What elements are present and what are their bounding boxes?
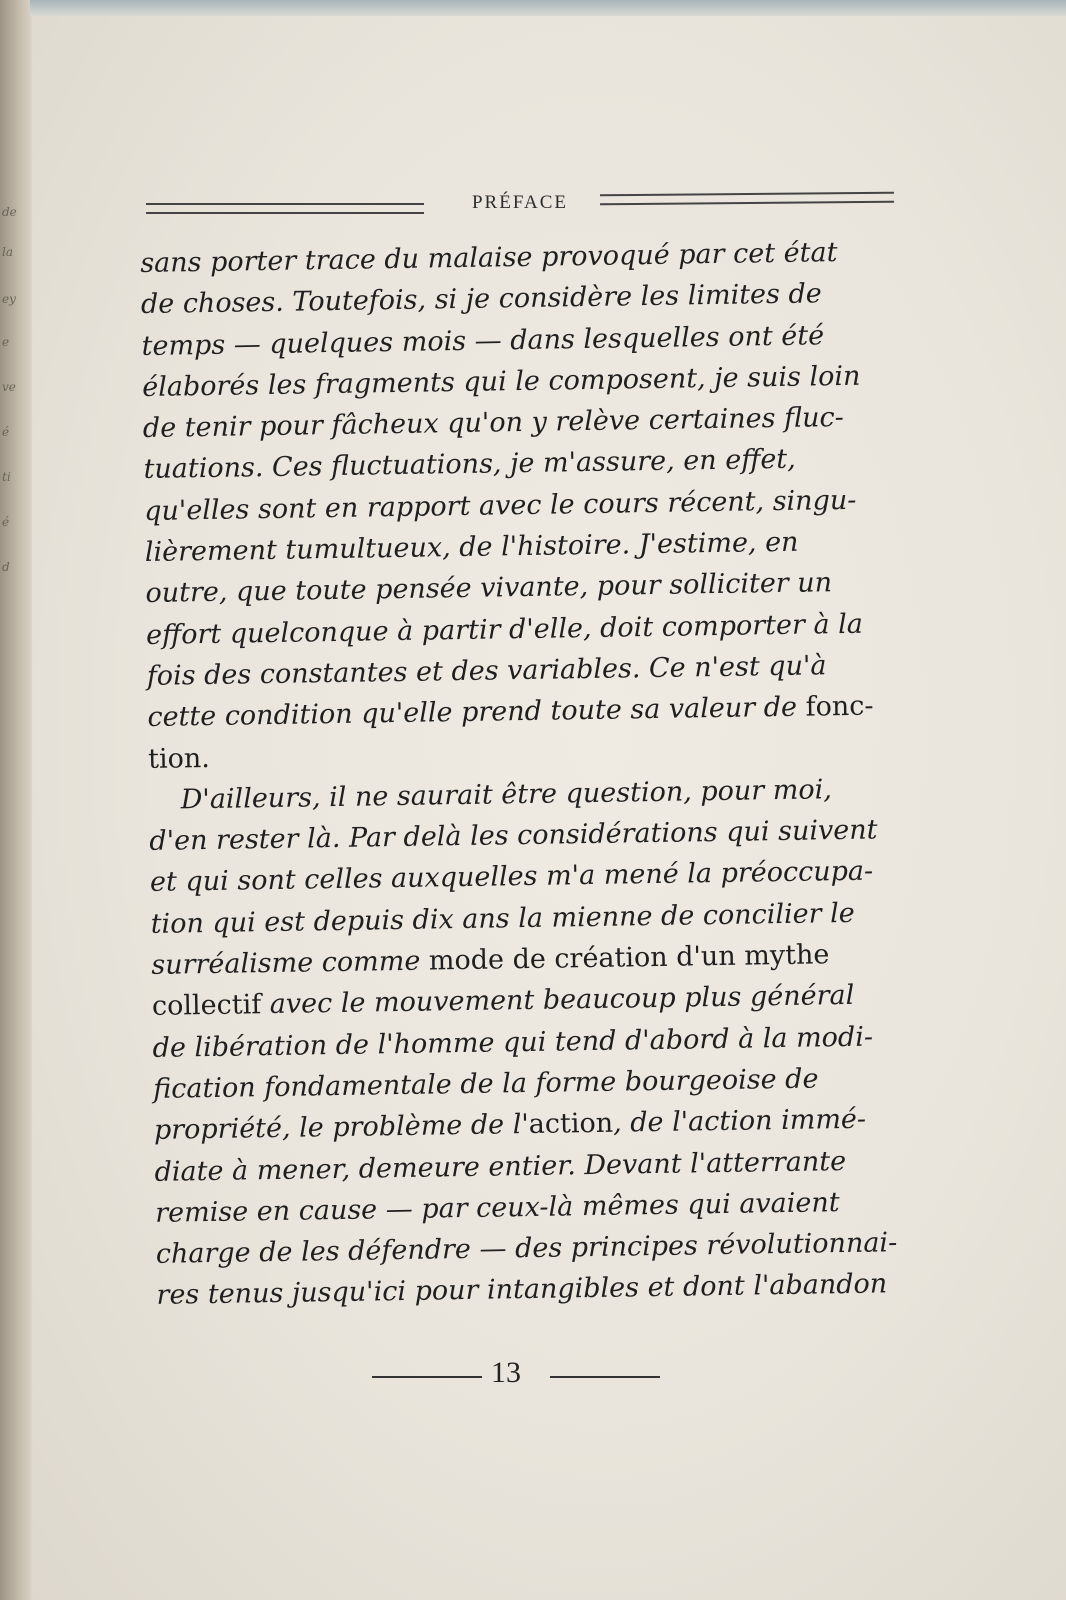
italic-run: effort quelconque à partir d'elle, doit comporter à la: [145, 608, 864, 651]
italic-run: lièrement tumultueux, de l'histoire. J'estime, en: [144, 526, 799, 569]
roman-run: tion.: [147, 742, 211, 775]
italic-run: , de l'action immé-: [612, 1103, 867, 1139]
facing-page-bleed: é: [2, 515, 10, 529]
page-number: 13: [491, 1356, 521, 1389]
italic-run: outre, que toute pensée vivante, pour solliciter un: [145, 567, 833, 610]
italic-run: charge de les défendre — des principes révolutionnai-: [155, 1227, 898, 1270]
facing-page-bleed: ti: [2, 470, 11, 484]
italic-run: de choses. Toutefois, si je considère les limites de: [140, 278, 822, 321]
italic-run: diate à mener, demeure entier. Devant l'atterrante: [154, 1145, 847, 1188]
italic-run: élaborés les fragments qui le composent, je suis loin: [142, 360, 861, 403]
facing-page-bleed: de: [2, 205, 17, 219]
roman-run: action: [528, 1107, 614, 1141]
facing-page-bleed: e: [2, 335, 10, 349]
facing-page-bleed: ey: [2, 292, 16, 306]
italic-run: de libération de l'homme qui tend d'abord à la modi-: [152, 1021, 874, 1064]
body-text: [140, 231, 925, 1317]
italic-run: D'ailleurs, il ne saurait être question, pour moi,: [180, 774, 833, 816]
italic-run: res tenus jusqu'ici pour intangibles et dont l'abandon: [156, 1268, 888, 1312]
italic-run: remise en cause — par ceux-là mêmes qui avaient: [154, 1186, 840, 1229]
italic-run: avec le mouvement beaucoup plus général: [269, 980, 855, 1021]
top-edge-strip: [30, 0, 1066, 16]
running-header: PRÉFACE: [471, 192, 568, 213]
folio-rule-right: [550, 1376, 660, 1378]
italic-run: de tenir pour fâcheux qu'on y relève certaines fluc-: [142, 402, 844, 445]
italic-run: et qui sont celles auxquelles m'a mené la préoccupa-: [149, 856, 874, 899]
header-rule-left: [146, 203, 424, 214]
italic-run: fication fondamentale de la forme bourgeoise de: [153, 1063, 819, 1105]
italic-run: qu'elles sont en rapport avec le cours récent, singu-: [143, 484, 857, 527]
roman-run: fonc-: [805, 690, 874, 723]
italic-run: surréalisme comme: [151, 945, 430, 981]
book-spine-edge: [0, 0, 30, 1600]
folio-rule-left: [372, 1376, 482, 1378]
facing-page-bleed: é: [2, 425, 10, 439]
facing-page-bleed: la: [2, 245, 13, 259]
italic-run: tion qui est depuis dix ans la mienne de concilier le: [150, 897, 855, 940]
roman-run: collectif: [151, 989, 271, 1023]
italic-run: tuations. Ces fluctuations, je m'assure, en effet,: [143, 444, 796, 486]
italic-run: d'en rester là. Par delà les considérations qui suivent: [149, 814, 878, 858]
italic-run: propriété, le problème de l': [153, 1109, 530, 1147]
italic-run: cette condition qu'elle prend toute sa valeur de: [147, 691, 806, 734]
italic-run: sans porter trace du malaise provoqué par cet état: [140, 237, 838, 279]
italic-run: fois des constantes et des variables. Ce n'est qu'à: [146, 650, 827, 692]
italic-run: temps — quelques mois — dans lesquelles ont été: [141, 319, 825, 362]
facing-page-bleed: ve: [2, 380, 16, 394]
roman-run: mode de création d'un mythe: [428, 939, 830, 977]
facing-page-bleed: d: [2, 560, 10, 574]
